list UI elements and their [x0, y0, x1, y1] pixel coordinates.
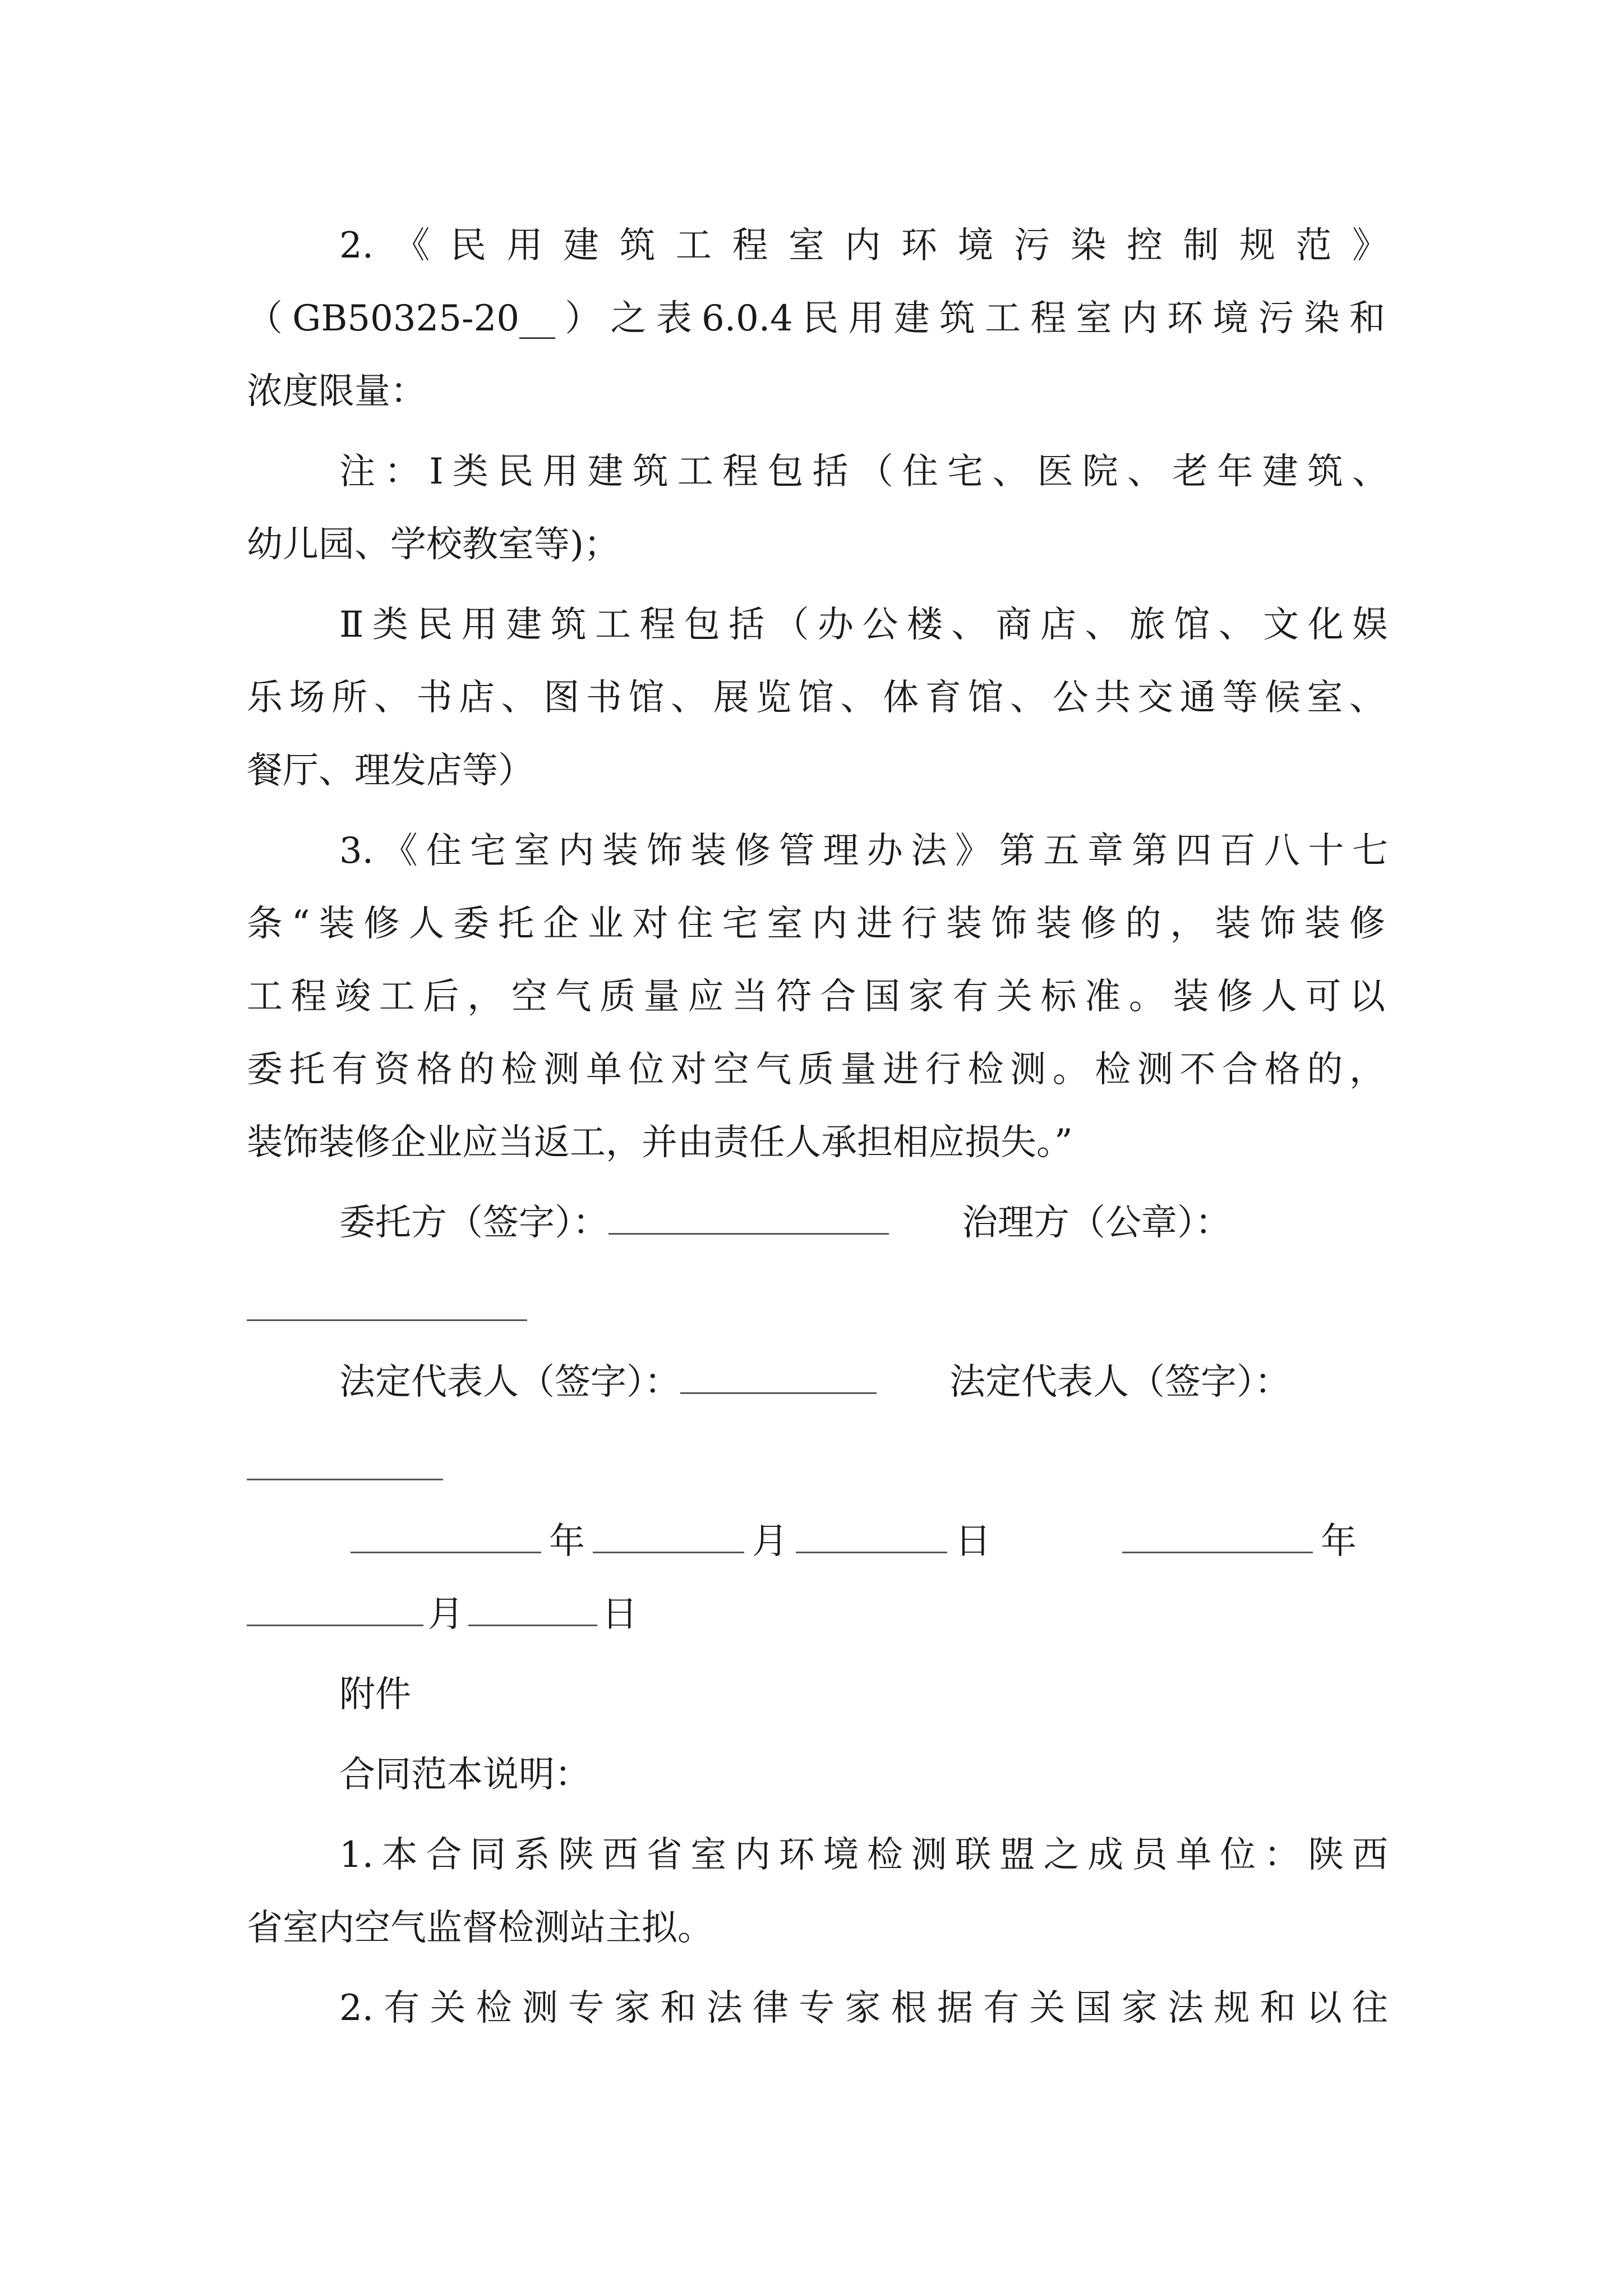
client-signature-label: 委托方（签字）：: [339, 1202, 608, 1244]
date-month-field-2[interactable]: [247, 1590, 423, 1626]
attachment-label: 附件: [339, 1674, 411, 1715]
item2-line1: 2.《民用建筑工程室内环境污染控制规范》: [339, 225, 1388, 266]
item3-line3: 工程竣工后，空气质量应当符合国家有关标准。装修人可以: [247, 976, 1385, 1018]
provider-seal-field[interactable]: [247, 1319, 527, 1321]
date-row-1: [351, 1516, 1388, 1567]
note-line1: 注：Ⅰ类民用建筑工程包括（住宅、医院、老年建筑、: [339, 451, 1388, 493]
item2-line3: 浓度限量：: [247, 371, 426, 412]
date-day-label-2: 日: [602, 1594, 638, 1635]
date-day-label-1: 日: [955, 1521, 991, 1562]
class2-line1: Ⅱ类民用建筑工程包括（办公楼、商店、旅馆、文化娱: [339, 604, 1388, 646]
date-year-label-2: 年: [1321, 1521, 1357, 1562]
date-year-label-1: 年: [549, 1521, 585, 1562]
item3-line4: 委托有资格的检测单位对空气质量进行检测。检测不合格的，: [247, 1049, 1385, 1091]
class2-line2: 乐场所、书店、图书馆、展览馆、体育馆、公共交通等候室、: [247, 677, 1385, 719]
legal-rep-signature-label-1: 法定代表人（签字）：: [339, 1361, 680, 1403]
item2-line2: （GB50325-20__）之表6.0.4民用建筑工程室内环境污染和: [247, 298, 1385, 339]
note-line2: 幼儿园、学校教室等)；: [247, 524, 620, 565]
class2-line3: 餐厅、理发店等）: [247, 750, 534, 792]
legal-rep-signature-field-2[interactable]: [247, 1479, 443, 1480]
provider-seal-label: 治理方（公章）：: [962, 1202, 1231, 1244]
explanation-1-line1: 1.本合同系陕西省室内环境检测联盟之成员单位：陕西: [339, 1834, 1388, 1876]
legal-rep-signature-field-1[interactable]: [680, 1358, 877, 1394]
explanation-1-line2: 省室内空气监督检测站主拟。: [247, 1907, 713, 1949]
date-day-field-2[interactable]: [468, 1590, 597, 1626]
date-day-field-1[interactable]: [796, 1517, 947, 1553]
signature-row-1: [339, 1197, 1388, 1249]
date-year-field-1[interactable]: [351, 1517, 541, 1553]
item3-line2: 条“装修人委托企业对住宅室内进行装饰装修的，装饰装修: [247, 903, 1385, 945]
date-row-2: [247, 1589, 1385, 1640]
item3-line1: 3.《住宅室内装饰装修管理办法》第五章第四百八十七: [339, 830, 1388, 872]
explanation-title: 合同范本说明：: [339, 1754, 591, 1796]
date-month-label-2: 月: [428, 1594, 464, 1635]
client-signature-field[interactable]: [608, 1198, 889, 1235]
explanation-2-line1: 2.有关检测专家和法律专家根据有关国家法规和以往: [339, 1987, 1388, 2029]
date-month-field-1[interactable]: [593, 1517, 744, 1553]
item3-line5: 装饰装修企业应当返工，并由责任人承担相应损失。”: [247, 1122, 1073, 1163]
date-month-label-1: 月: [752, 1521, 788, 1562]
date-year-field-2[interactable]: [1122, 1517, 1313, 1553]
signature-row-2: [339, 1356, 1388, 1408]
legal-rep-signature-label-2: 法定代表人（签字）：: [949, 1361, 1290, 1403]
